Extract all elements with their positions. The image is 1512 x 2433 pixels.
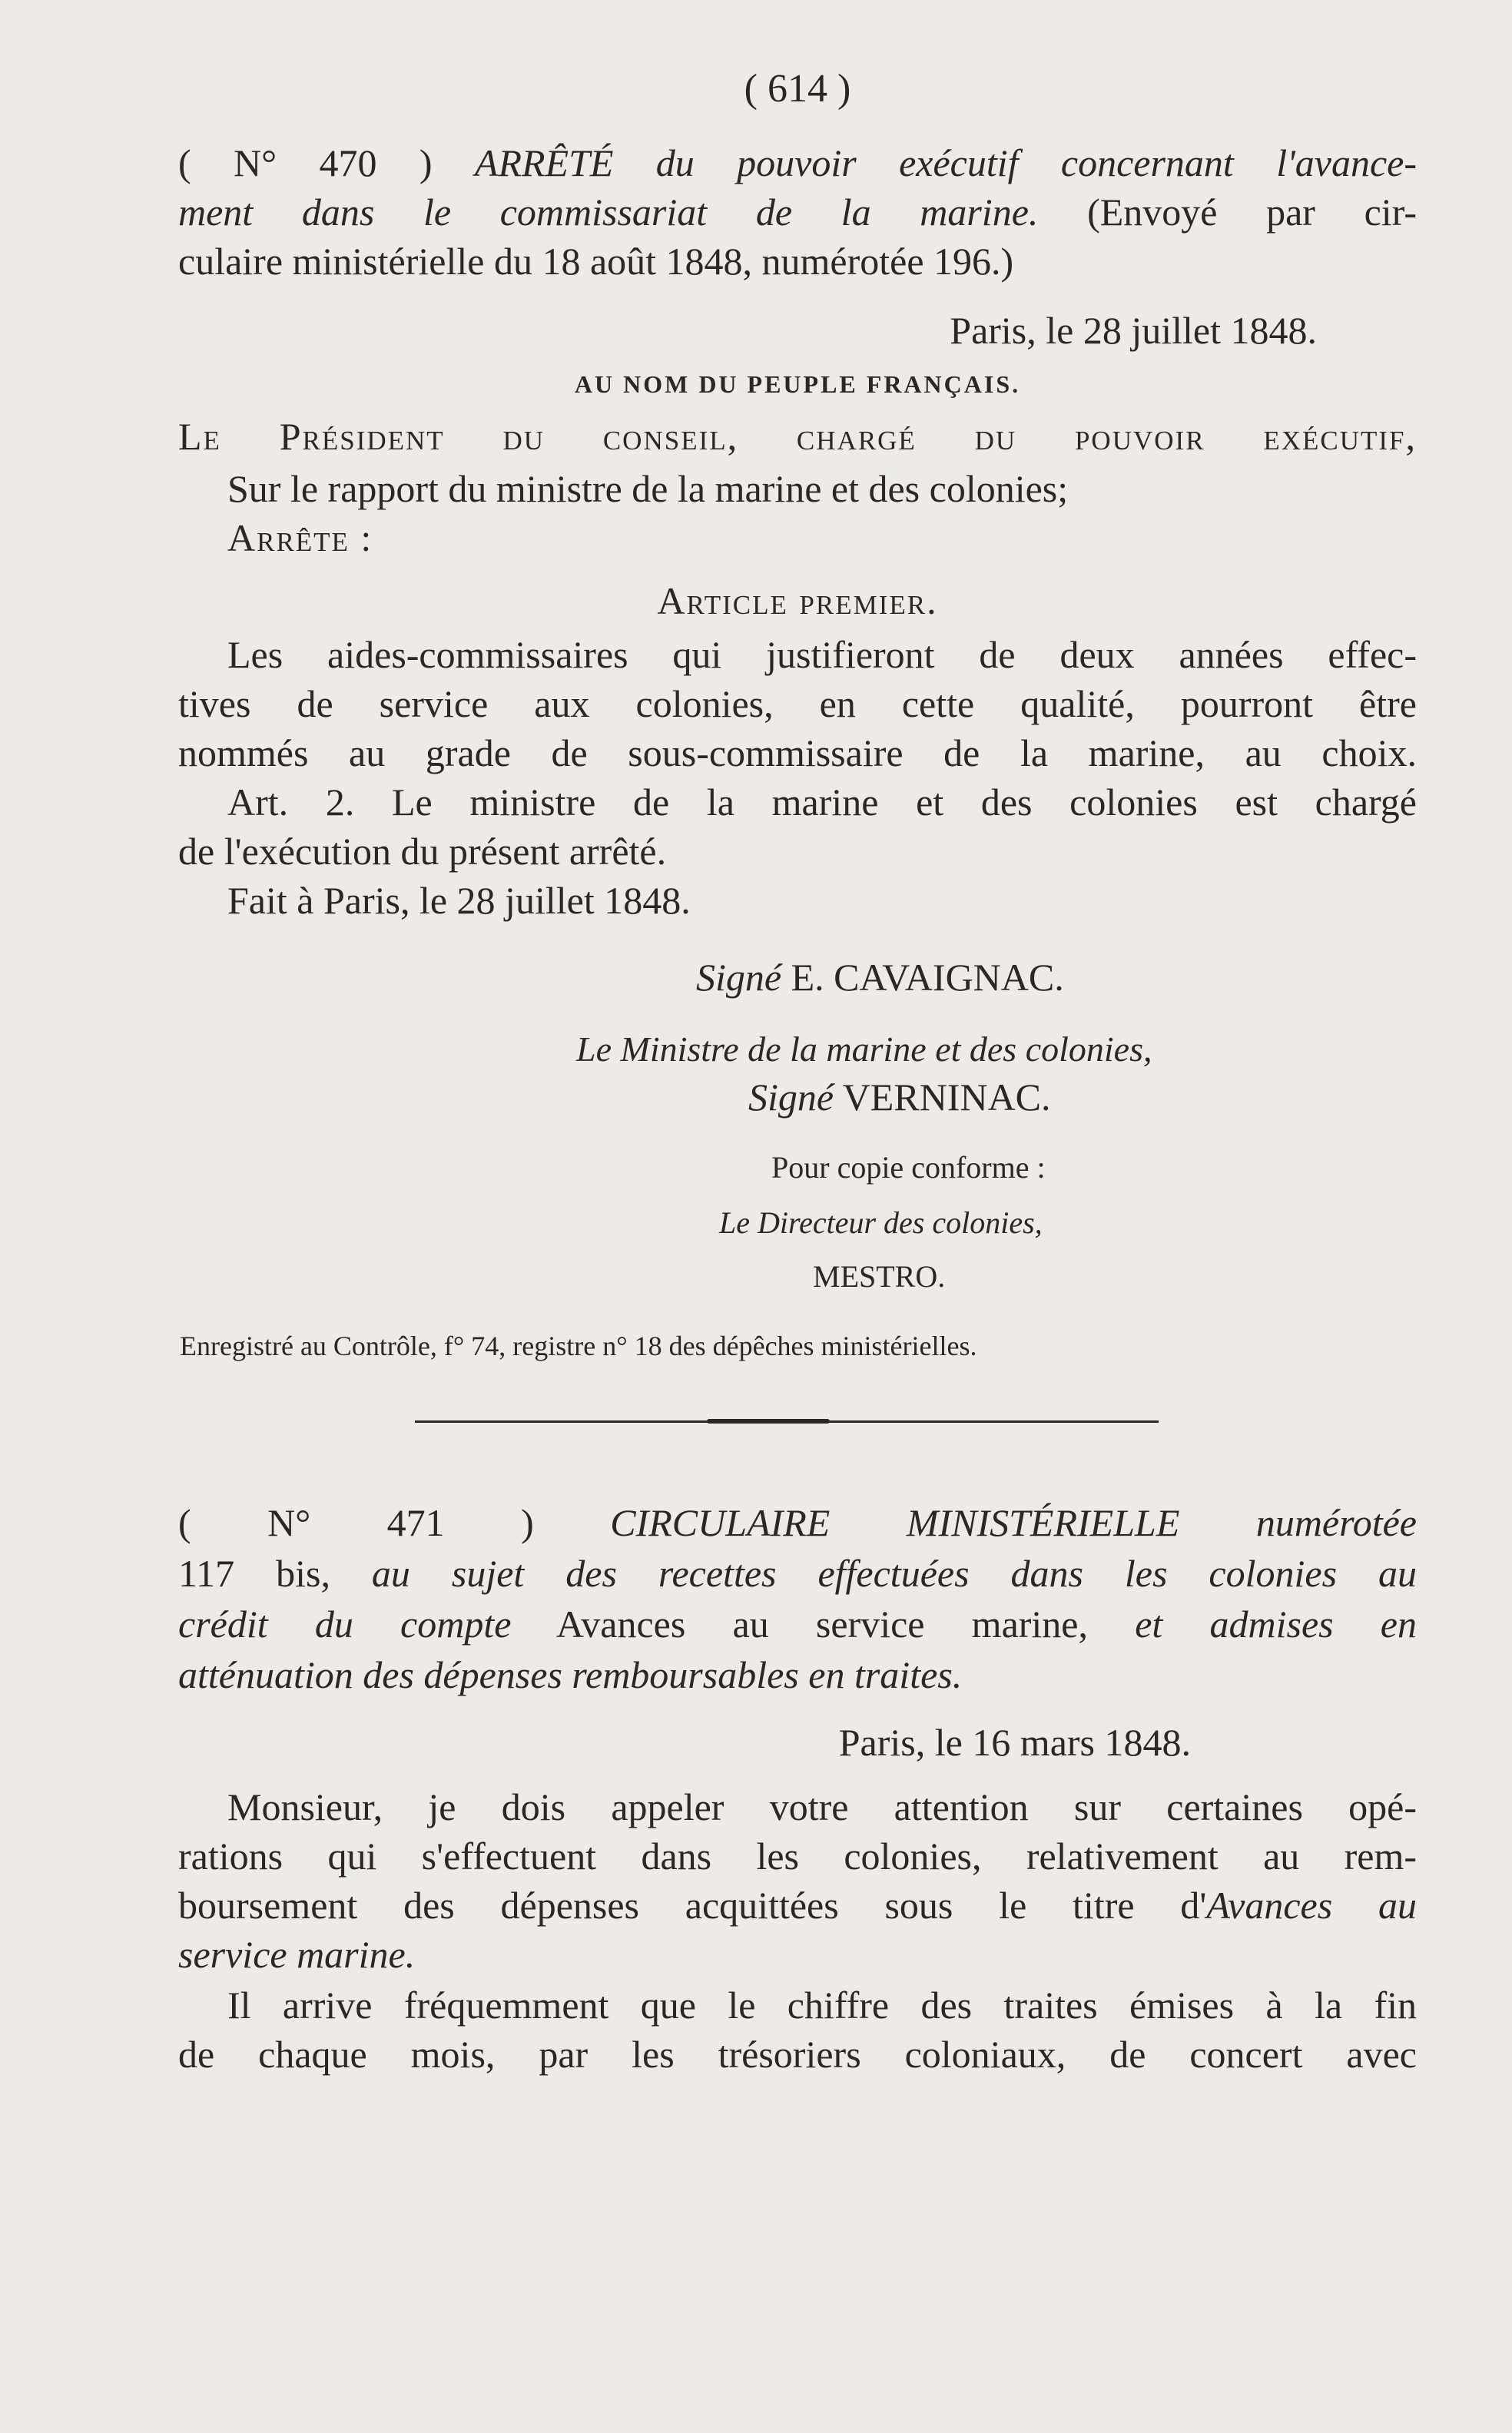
doc470-art1-line3: nommés au grade de sous-commissaire de la marine, au choix. [178,731,1417,774]
doc470-signature-verninac [748,1072,1363,1122]
doc470-copie-conforme: Pour copie conforme : [771,1150,1046,1185]
signatory-name: E. CAVAIGNAC. [791,956,1064,999]
doc470-envoye: (Envoyé par cir- [1087,191,1417,234]
doc470-date: Paris, le 28 juillet 1848. [950,309,1317,352]
doc471-title-part2: au sujet des recettes effectuées dans les colonies au [371,1552,1418,1595]
signatory-name: VERNINAC. [842,1076,1051,1119]
doc470-rapport: Sur le rapport du ministre de la marine et des colonies; [227,467,1069,510]
doc471-title-part1: CIRCULAIRE MINISTÉRIELLE numérotée [610,1501,1417,1544]
doc471-number: ( N° 471 ) [178,1501,534,1544]
doc470-enregistre: Enregistré au Contrôle, f° 74, registre n° 18 des dépêches ministérielles. [180,1331,977,1361]
section-divider [415,1420,1159,1423]
doc470-art2-line1: Art. 2. Le ministre de la marine et des colonies est chargé [227,781,1417,824]
doc471-p2-line1: Il arrive fréquemment que le chiffre des traites émises à la fin [227,1984,1417,2027]
doc471-number-bis: 117 bis, [178,1552,330,1595]
doc470-directeur: Le Directeur des colonies, [719,1205,1043,1240]
doc471-p1-line4: service marine. [178,1933,416,1976]
doc471-heading-line3 [178,1599,1417,1649]
doc470-title-part2: ment dans le commissariat de la marine. [178,191,1039,234]
doc471-heading-line2 [178,1549,1417,1598]
doc470-art2-line2: de l'exécution du présent arrêté. [178,830,667,873]
page-number: ( 614 ) [744,67,851,111]
doc470-au-nom: AU NOM DU PEUPLE FRANÇAIS. [574,370,1021,398]
doc471-p1-line1: Monsieur, je dois appeler votre attention sur certaines opé- [227,1785,1417,1828]
signe-prefix: Signé [696,956,782,999]
doc471-title-part4: et admises en [1135,1603,1417,1646]
doc471-p2-line2: de chaque mois, par les trésoriers coloniaux, de concert avec [178,2033,1417,2076]
doc470-art1-line2: tives de service aux colonies, en cette qualité, pourront être [178,682,1417,725]
doc471-date: Paris, le 16 mars 1848. [838,1721,1191,1764]
doc470-ministre: Le Ministre de la marine et des colonies, [576,1029,1152,1069]
doc471-p1-line2: rations qui s'effectuent dans les colonies, relativement au rem- [178,1835,1417,1878]
doc471-heading-line1 [178,1498,1417,1547]
doc471-heading-line4: atténuation des dépenses remboursables en traites. [178,1653,963,1696]
doc471-compte-name: Avances au service marine, [555,1603,1088,1646]
doc470-heading-line2 [178,187,1417,237]
doc470-number: ( N° 470 ) [178,141,433,184]
doc470-art1-line1: Les aides-commissaires qui justifieront de deux années effec- [227,633,1417,676]
doc470-president: Le Président du conseil, chargé du pouvoir exécutif, [178,415,1417,458]
signe-prefix: Signé [748,1076,834,1119]
doc470-title-part1: ARRÊTÉ du pouvoir exécutif concernant l'avance- [474,141,1418,184]
doc471-p1-line3 [178,1881,1417,1930]
doc470-heading-line3: culaire ministérielle du 18 août 1848, numérotée 196.) [178,240,1014,283]
doc471-p1-line3-italic: Avances au [1206,1884,1417,1927]
doc470-article-premier: Article premier. [657,579,938,622]
doc470-mestro: MESTRO. [813,1259,946,1294]
doc470-fait: Fait à Paris, le 28 juillet 1848. [227,879,691,922]
doc470-signature-cavaignac [696,953,1388,1002]
doc470-arrete: Arrête : [227,516,373,559]
doc470-heading-line1 [178,138,1417,187]
doc471-p1-line3-text: boursement des dépenses acquittées sous le titre d' [178,1884,1207,1927]
doc471-title-part3: crédit du compte [178,1603,512,1646]
